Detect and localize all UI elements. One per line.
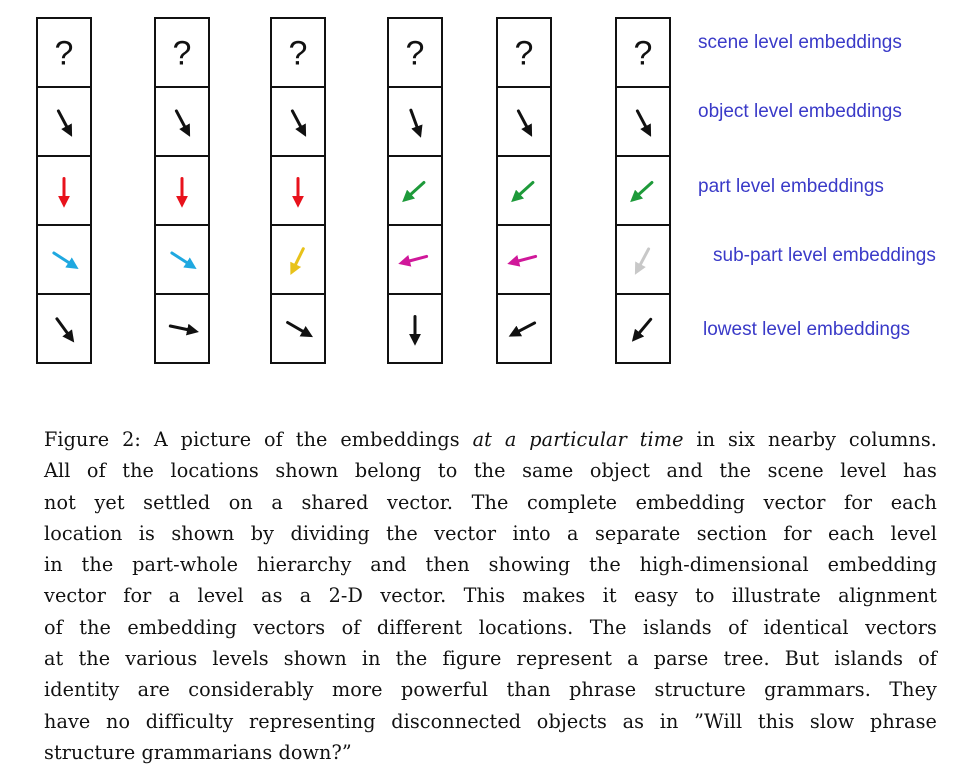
- caption-line: location is shown by dividing the vector into a separate section for each level: [44, 521, 937, 545]
- label-object-level: object level embeddings: [698, 101, 902, 122]
- caption-line: identity are considerably more powerful than phrase structure grammars. They: [44, 678, 937, 702]
- label-sub-part-level: sub-part level embeddings: [713, 245, 936, 266]
- unknown-symbol: ?: [288, 34, 308, 73]
- unknown-symbol: ?: [514, 34, 534, 73]
- column-5: [497, 18, 551, 363]
- caption-line: not yet settled on a shared vector. The complete embedding vector for each: [44, 490, 937, 514]
- label-part-level: part level embeddings: [698, 176, 884, 197]
- unknown-symbol: ?: [405, 34, 425, 73]
- column-1: [37, 18, 91, 363]
- column-2: [155, 18, 209, 363]
- caption-emphasis: at a particular time: [472, 428, 684, 451]
- unknown-symbol: ?: [172, 34, 192, 73]
- column-4: [388, 18, 442, 363]
- unknown-symbol: ?: [54, 34, 74, 73]
- caption-line: have no difficulty representing disconnected objects as in ”Will this slow phrase: [44, 709, 937, 733]
- caption-line: at the various levels shown in the figure represent a parse tree. But islands of: [44, 647, 937, 671]
- caption-line: vector for a level as a 2-D vector. This makes it easy to illustrate alignment: [44, 584, 937, 608]
- caption-line: All of the locations shown belong to the same object and the scene level has: [44, 459, 937, 483]
- unknown-symbol: ?: [633, 34, 653, 73]
- caption-line: Figure 2: A picture of the embeddings at a particular time in six nearby columns.: [44, 428, 937, 451]
- figure-caption: [44, 424, 937, 768]
- column-3: [271, 18, 325, 363]
- label-lowest-level: lowest level embeddings: [703, 319, 911, 340]
- label-scene-level: scene level embeddings: [698, 32, 902, 53]
- caption-line: in the part-whole hierarchy and then showing the high-dimensional embedding: [44, 553, 937, 577]
- caption-line: structure grammarians down?”: [44, 740, 352, 764]
- caption-line: of the embedding vectors of different locations. The islands of identical vectors: [44, 615, 937, 639]
- column-6: [616, 18, 670, 363]
